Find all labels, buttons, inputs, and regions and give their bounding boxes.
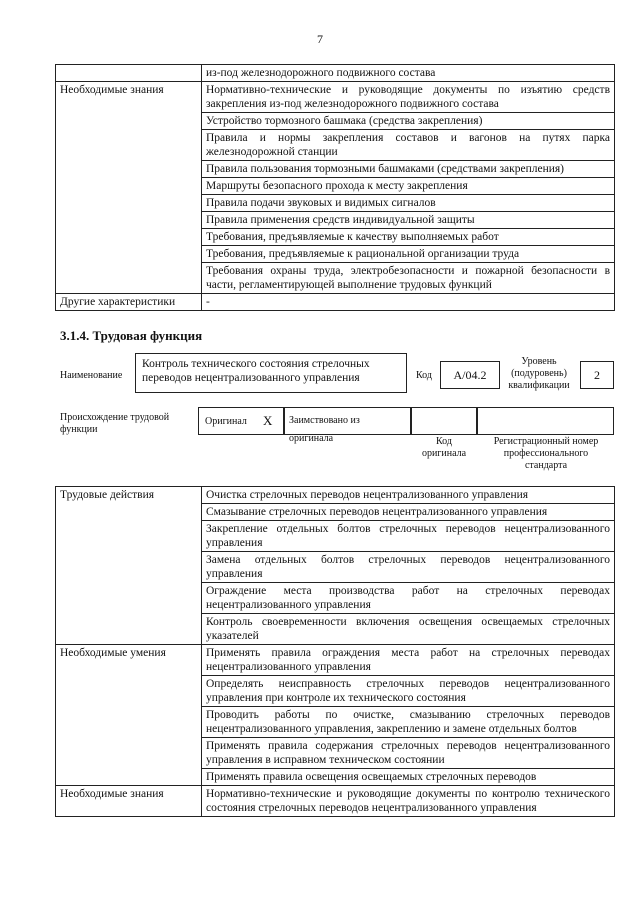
table-cell: Ограждение места производства работ на стрелочных переводах нецентрализованного управления [202,583,615,614]
table-cell: Применять правила освещения освещаемых стрелочных переводов [202,769,615,786]
table-cell: Правила подачи звуковых и видимых сигналов [202,195,615,212]
table-cell: Применять правила ограждения места работ на стрелочных переводах нецентрализованного управления [202,645,615,676]
table-row [56,65,615,82]
reg-number-box [477,407,614,435]
origin-label: Происхождение трудовой функции [60,412,170,435]
name-label: Наименование [60,370,123,381]
table-cell: Определять неисправность стрелочных переводов нецентрализованного управления при контроле их технического состояния [202,676,615,707]
table-cell: Правила применения средств индивидуальной защиты [202,212,615,229]
row-label-knowledge: Необходимые знания [56,786,202,817]
table-cell: Смазывание стрелочных переводов нецентрализованного управления [202,504,615,521]
original-label: Оригинал [205,416,247,427]
table-cell: Требования, предъявляемые к качеству выполняемых работ [202,229,615,246]
table-cell: Нормативно-технические и руководящие документы по контролю технического состояния стрелочных переводов нецентрализованного управления [202,786,615,817]
row-label-other: Другие характеристики [56,294,202,311]
level-value-box: 2 [580,361,614,389]
table-cell: Контроль своевременности включения освещения освещаемых стрелочных указателей [202,614,615,645]
table-cell: Требования, предъявляемые к рациональной организации труда [202,246,615,263]
level-label: Уровень (подуровень) квалификации [508,356,570,391]
table-cell: - [202,294,615,311]
table-row [56,645,615,676]
top-requirements-table [55,64,615,311]
table-cell: Требования охраны труда, электробезопасности и пожарной безопасности в части, регламентирующей выполнение трудовых функций [202,263,615,294]
table-cell: Применять правила содержания стрелочных переводов нецентрализованного управления в исправном техническом состоянии [202,738,615,769]
reg-number-caption: Регистрационный номер профессионального стандарта [493,436,599,471]
table-cell: Маршруты безопасного прохода к месту закрепления [202,178,615,195]
borrowed-box [284,407,411,444]
row-label-knowledge: Необходимые знания [56,82,202,294]
table-row [56,82,615,113]
row-label [56,65,202,82]
labor-function-table [55,486,615,817]
table-cell: Закрепление отдельных болтов стрелочных переводов нецентрализованного управления [202,521,615,552]
borrowed-label: Заимствовано из оригинала [289,415,360,444]
table-cell: Проводить работы по очистке, смазыванию стрелочных переводов нецентрализованного управления, закреплению и замене отдельных болтов [202,707,615,738]
page-number: 7 [317,32,323,46]
section-title: 3.1.4. Трудовая функция [60,328,203,343]
table-cell: из-под железнодорожного подвижного состава [202,65,615,82]
table-cell: Устройство тормозного башмака (средства закрепления) [202,113,615,130]
original-mark: X [263,413,273,428]
code-original-caption: Код оригинала [421,436,467,459]
table-row [56,294,615,311]
table-cell: Замена отдельных болтов стрелочных переводов нецентрализованного управления [202,552,615,583]
row-label-skills: Необходимые умения [56,645,202,786]
original-box [198,407,284,435]
code-original-box [411,407,477,435]
code-value-box: А/04.2 [440,361,500,389]
table-cell: Нормативно-технические и руководящие документы по изъятию средств закрепления из-под железнодорожного подвижного состава [202,82,615,113]
table-cell: Правила и нормы закрепления составов и вагонов на путях парка железнодорожной станции [202,130,615,161]
table-row [56,786,615,817]
table-cell: Правила пользования тормозными башмаками (средствами закрепления) [202,161,615,178]
table-row [56,487,615,504]
table-cell: Очистка стрелочных переводов нецентрализованного управления [202,487,615,504]
function-name-box: Контроль технического состояния стрелочных переводов нецентрализованного управления [135,353,407,393]
row-label-actions: Трудовые действия [56,487,202,645]
code-label: Код [416,370,432,381]
